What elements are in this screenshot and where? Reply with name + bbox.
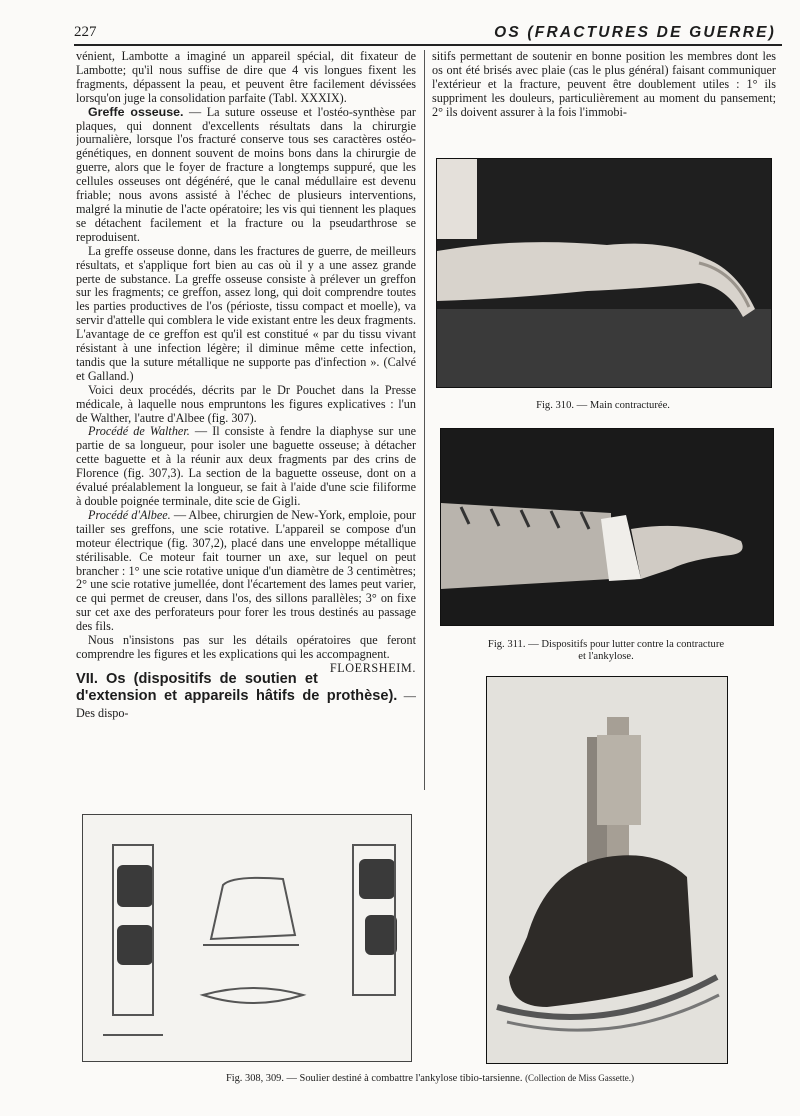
paragraph-conclusion <box>76 633 416 675</box>
figure-311-caption-line1: Fig. 311. — Dispositifs pour lutter contre la contracture <box>487 639 725 650</box>
right-column <box>432 50 776 150</box>
figure-308-caption <box>150 1072 710 1085</box>
paragraph-walther <box>76 425 416 508</box>
paragraph-greffe <box>76 106 416 245</box>
section-heading: VII. Os (dispositifs de soutien et d'extension et appareils hâtifs de prothèse). <box>76 670 398 704</box>
figure-311-caption-line2: et l'ankylose. <box>578 651 634 662</box>
figure-310-caption: Fig. 310. — Main contracturée. <box>536 400 670 411</box>
conclusion-text: Nous n'insistons pas sur les détails opératoires que feront comprendre les figures et les explications qui les accompagnent. <box>76 633 416 661</box>
splint-illustration <box>441 429 773 625</box>
paragraph-albee <box>76 509 416 634</box>
author-signature: FLOERSHEIM. <box>329 660 416 675</box>
ankylosis-skate-illustration <box>487 677 727 1063</box>
greffe-text: — La suture osseuse et l'ostéo-synthèse par plaques, qui donnent d'excellents résultats dans la chirurgie journalière, lorsque l'os fracturé conserve tous ses caractères ostéo-génétiques, en donnent souvent de moins bons dans la chirurgie de guerre, alors que le foyer de fracture a longtemps suppuré, que les cellules osseuses ont dégénéré, que le canal médullaire est devenu friable; nous avons assisté à l'échec de plusieurs interventions, malgré la minutie de l'acte opératoire; les vis qui tiennent les plaques se détachent facilement et la fracture ou la pseudarthrose se reproduisent. <box>76 104 416 244</box>
figure-309-photo <box>486 676 728 1064</box>
walther-text: — Il consiste à fendre la diaphyse sur une partie de sa longueur, pour isoler une baguette osseuse; à détacher cette baguette et à la réunir aux deux fragments par des crins de Florence (fig. 307,3). La section de la baguette osseuse, dont on a évalué préalablement la longueur, se fait à l'aide d'une scie filiforme à double poignée terminale, dite scie de Gigli. <box>76 424 416 508</box>
figure-308-caption-text: Fig. 308, 309. — Soulier destiné à combattre l'ankylose tibio-tarsienne. <box>225 1073 523 1084</box>
albee-text: — Albee, chirurgien de New-York, emploie, pour tailler ses greffons, une scie rotative. L'appareil se compose d'un moteur électrique (fig. 307,2), placé dans une enveloppe métallique stérilisable. Ce moteur fait tourner un axe, sur lequel on peut brancher : 1° une scie rotative unique d'un diamètre de 3 centimètres; 2° une scie rotative jumellée, dont l'écartement des lames peut varier, ce qui permet de creuser, dans l'os, des sillons parallèles; 3° on fixe sur cet axe des perforateurs pour forer les trous destinés au passage des fils. <box>76 507 416 634</box>
paragraph-lambotte: vénient, Lambotte a imaginé un appareil spécial, dit fixateur de Lambotte; qu'il nous suffise de dire que 4 vis longues fixent les fragments, dépassent la peau, et peuvent être facilement dévissées lorsqu'on juge la consolidation parfaite (Tabl. XXXIX). <box>76 50 416 105</box>
contracted-hand-illustration <box>437 159 771 387</box>
section-vii <box>76 671 416 722</box>
brace-diagram-illustration <box>83 815 411 1061</box>
page-number: 227 <box>74 24 97 40</box>
figure-311-caption <box>440 639 772 663</box>
greffe-heading: Greffe osseuse. <box>88 104 184 119</box>
header-rule <box>74 44 782 46</box>
figure-310-photo <box>436 158 772 388</box>
running-title: OS (FRACTURES DE GUERRE) <box>494 24 776 41</box>
walther-heading: Procédé de Walther. <box>88 424 190 439</box>
left-column <box>76 50 416 795</box>
figure-308-credit: (Collection de Miss Gassette.) <box>525 1073 635 1083</box>
paragraph-procedes: Voici deux procédés, décrits par le Dr Pouchet dans la Presse médicale, à laquelle nous empruntons les figures explicatives : l'un de Walther, l'autre d'Albee (fig. 307). <box>76 382 416 425</box>
figure-308-diagram <box>82 814 412 1062</box>
section-text: — Des dispo- <box>76 688 416 720</box>
paragraph-greffe-results: La greffe osseuse donne, dans les fractures de guerre, de meilleurs résultats, et s'applique fort bien au cas où il y a une assez grande perte de substance. La greffe osseuse consiste à prélever un greffon sur les fragments; ce greffon, assez long, qui doit comprendre toutes les parties productives de l'os (périoste, tissu compact et moelle), va servir d'attelle qui comblera le vide existant entre les deux fragments. L'avantage de ce greffon est qu'il est constitué « par du tissu vivant résistant à une infection légère; il diminue même cette infection, tandis que la suture métallique ne supporte pas d'infection ». (Calvé et Galland.) <box>76 243 416 383</box>
page-header <box>74 22 782 44</box>
column-separator <box>424 50 425 790</box>
albee-heading: Procédé d'Albee. <box>88 507 171 522</box>
paragraph-dispositifs: sitifs permettant de soutenir en bonne position les membres dont les os ont été brisés avec plaie (cas le plus général) faisant communiquer l'extérieur et la fracture, peuvent être doublement utiles : 1° ils suppriment les douleurs, particulièrement au moment du pansement; 2° ils doivent assurer à la fois l'immobi- <box>432 50 776 119</box>
figure-311-photo <box>440 428 774 626</box>
